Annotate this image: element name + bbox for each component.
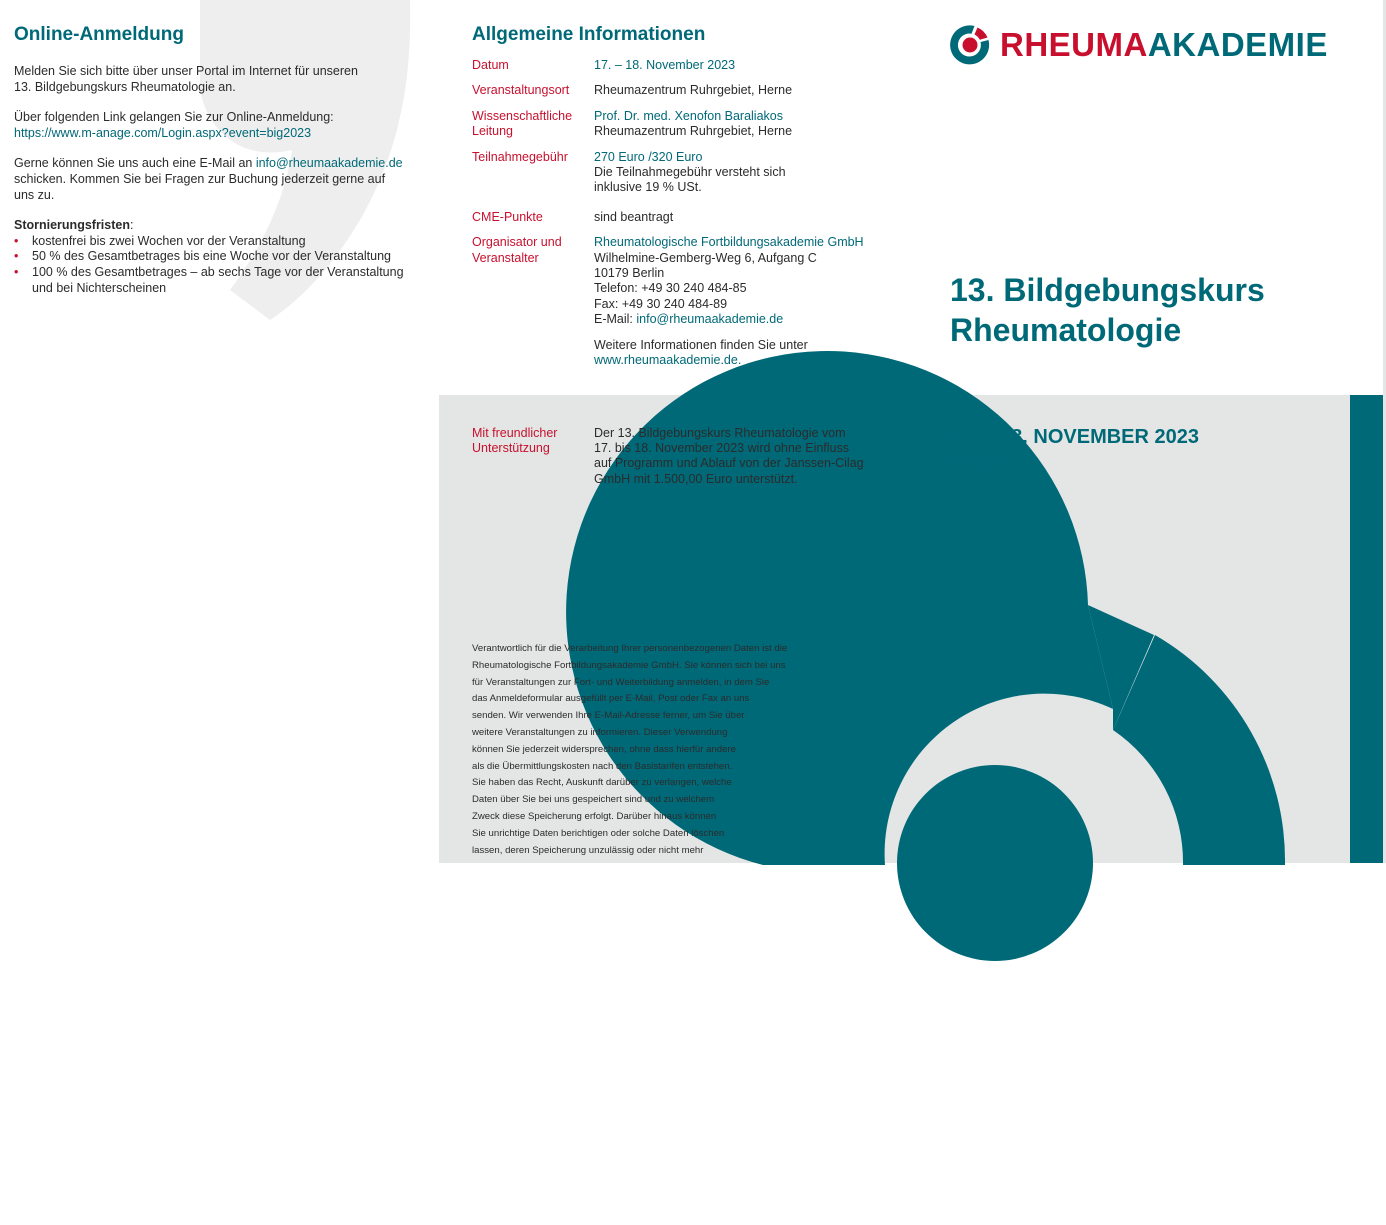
cancellation-title-text: Stornierungsfristen <box>14 218 130 233</box>
fee-value <box>594 150 912 196</box>
privacy-line: senden. Wir verwenden Ihre E-Mail-Adresse ferner, um Sie über <box>472 710 745 722</box>
sponsor-text-line1: Der 13. Bildgebungskurs Rheumatologie vom <box>594 426 846 440</box>
online-registration-title: Online-Anmeldung <box>14 24 184 45</box>
logo-mark-icon <box>950 25 990 65</box>
privacy-line: Zweck diese Speicherung erfolgt. Darüber hinaus können <box>472 810 717 822</box>
organizer-label-line1: Organisator <box>472 235 538 250</box>
cancellation-item-text: 100 % des Gesamtbetrages – ab sechs Tage vor der Veranstaltung <box>32 264 404 279</box>
mail-line-3: uns zu. <box>14 187 55 202</box>
vertical-bar-text: RZTE <box>1358 1185 1375 1225</box>
fee-note-2: inklusive 19 % USt. <box>594 180 702 195</box>
logo-wordmark <box>1000 25 1328 65</box>
info-row-lead <box>472 109 912 140</box>
fee-note-1: Die Teilnahmegebühr versteht sich <box>594 165 786 180</box>
mail-pre-text: Gerne können Sie uns auch eine E-Mail an <box>14 156 256 171</box>
organizer-mail-link[interactable]: info@rheumaakademie.de <box>636 312 784 327</box>
mail-line-2: schicken. Kommen Sie bei Fragen zur Buchung jederzeit gerne auf <box>14 171 386 186</box>
lead-place: Rheumazentrum Ruhrgebiet, Herne <box>594 124 793 139</box>
sponsor-text-line4: GmbH mit 1.500,00 Euro unterstützt. <box>594 471 798 486</box>
general-info-section <box>472 24 912 379</box>
cancellation-list <box>14 234 424 296</box>
cancellation-item: • 50 % des Gesamtbetrages bis eine Woche vor der Veranstaltung <box>14 249 424 265</box>
info-mail-link[interactable]: info@rheumaakademie.de <box>255 156 403 171</box>
course-title <box>950 270 1370 350</box>
info-row-cme <box>472 210 912 225</box>
organizer-city: 10179 Berlin <box>594 266 665 281</box>
privacy-line: Sie haben das Recht, Auskunft darüber zu verlangen, welche <box>472 777 732 789</box>
intro-line-2: 13. Bildgebungskurs Rheumatologie an. <box>14 79 236 94</box>
cme-value: sind beantragt <box>594 209 674 224</box>
event-date: 17. – 18. NOVEMBER 2023 <box>950 426 1200 448</box>
organizer-street: Wilhelmine-Gemberg-Weg 6, Aufgang C <box>594 250 817 265</box>
link-intro: Über folgenden Link gelangen Sie zur Online-Anmeldung: <box>14 110 334 125</box>
sponsor-text <box>594 426 884 487</box>
privacy-line: das Anmeldeformular ausgefüllt per E-Mail, Post oder Fax an uns <box>472 693 750 705</box>
general-info-title: Allgemeine Informationen <box>472 24 706 45</box>
cancellation-item <box>14 265 424 296</box>
info-row-fee <box>472 150 912 196</box>
course-title-line2: Rheumatologie <box>950 312 1182 348</box>
sponsor-label-line1: Mit freundlicher <box>472 426 558 440</box>
sponsor-text-line3: auf Programm und Ablauf von der Janssen-Cilag <box>594 456 864 471</box>
privacy-line: Sie unrichtige Daten berichtigen oder solche Daten löschen <box>472 827 725 839</box>
privacy-line: weitere Veranstaltungen zu informieren. Dieser Verwendung <box>472 726 728 738</box>
organizer-label-line2: und Veranstalter <box>472 235 562 265</box>
privacy-line: für Veranstaltungen zur Fort- und Weiterbildung anmelden, in dem Sie <box>472 676 770 688</box>
privacy-line: können Sie jederzeit widersprechen, ohne dass hierfür andere <box>472 743 736 755</box>
website-link[interactable]: www.rheumaakademie.de. <box>594 353 742 368</box>
event-city: Herne <box>950 451 1005 473</box>
registration-link-paragraph <box>14 110 424 141</box>
lead-label <box>472 109 594 140</box>
logo-part-rheuma: RHEUMA <box>1000 26 1148 63</box>
organizer-name: Rheumatologische Fortbildungsakademie GmbH <box>594 235 864 250</box>
organizer-fax: Fax: +49 30 240 484-89 <box>594 296 728 311</box>
mail-paragraph <box>14 156 424 203</box>
lead-label-line1: Wissenschaftliche <box>472 108 573 123</box>
privacy-line: Daten über Sie bei uns gespeichert sind und zu welchem <box>472 794 715 806</box>
lead-value <box>594 109 912 140</box>
privacy-line: lassen, deren Speicherung unzulässig oder nicht mehr <box>472 844 704 856</box>
organizer-mail-line <box>594 312 912 327</box>
info-row-organizer <box>472 235 912 368</box>
online-registration-section <box>14 24 424 296</box>
venue-value: Rheumazentrum Ruhrgebiet, Herne <box>594 83 793 98</box>
fee-amount: 270 Euro /320 Euro <box>594 149 703 164</box>
course-title-line1: 13. Bildgebungskurs <box>950 272 1265 308</box>
organizer-mail-label: E-Mail: <box>594 312 637 327</box>
privacy-line: Verantwortlich für die Verarbeitung Ihrer personenbezogenen Daten ist die <box>472 643 788 654</box>
organizer-value <box>594 235 912 368</box>
registration-intro <box>14 64 424 95</box>
cancellation-item-text-cont: und bei Nichterscheinen <box>32 280 167 295</box>
vertical-teal-bar <box>1350 395 1383 1225</box>
registration-link[interactable]: https://www.m-anage.com/Login.aspx?event=big2023 <box>14 125 312 140</box>
organizer-label <box>472 235 594 368</box>
organizer-phone: Telefon: +49 30 240 484-85 <box>594 281 747 296</box>
privacy-notice <box>472 641 822 859</box>
logo-part-akademie: AKADEMIE <box>1147 26 1328 63</box>
info-row-date <box>472 58 912 73</box>
lead-name: Prof. Dr. med. Xenofon Baraliakos <box>594 108 783 123</box>
sponsor-section <box>472 426 884 487</box>
cancellation-item: • kostenfrei bis zwei Wochen vor der Veranstaltung <box>14 234 424 250</box>
info-row-venue <box>472 83 912 98</box>
date-label: Datum <box>472 58 509 72</box>
intro-line-1: Melden Sie sich bitte über unser Portal im Internet für unseren <box>14 64 358 78</box>
lead-label-line2: Leitung <box>472 124 514 139</box>
privacy-line: als die Übermittlungskosten nach den Basistarifen entstehen. <box>472 760 733 772</box>
venue-label: Veranstaltungsort <box>472 83 570 98</box>
cme-label: CME-Punkte <box>472 209 543 224</box>
sponsor-label-line2: Unterstützung <box>472 441 550 456</box>
rheumaakademie-logo <box>950 25 1328 65</box>
fee-label: Teilnahmegebühr <box>472 149 568 164</box>
more-info-text: Weitere Informationen finden Sie unter <box>594 337 808 352</box>
date-value: 17. – 18. November 2023 <box>594 58 736 72</box>
sponsor-text-line2: 17. bis 18. November 2023 wird ohne Einfluss <box>594 441 850 456</box>
sponsor-label <box>472 426 594 487</box>
cancellation-title-colon: : <box>130 218 134 233</box>
cancellation-title <box>14 218 424 234</box>
privacy-line: Rheumatologische Fortbildungsakademie GmbH. Sie können sich bei uns <box>472 659 786 671</box>
